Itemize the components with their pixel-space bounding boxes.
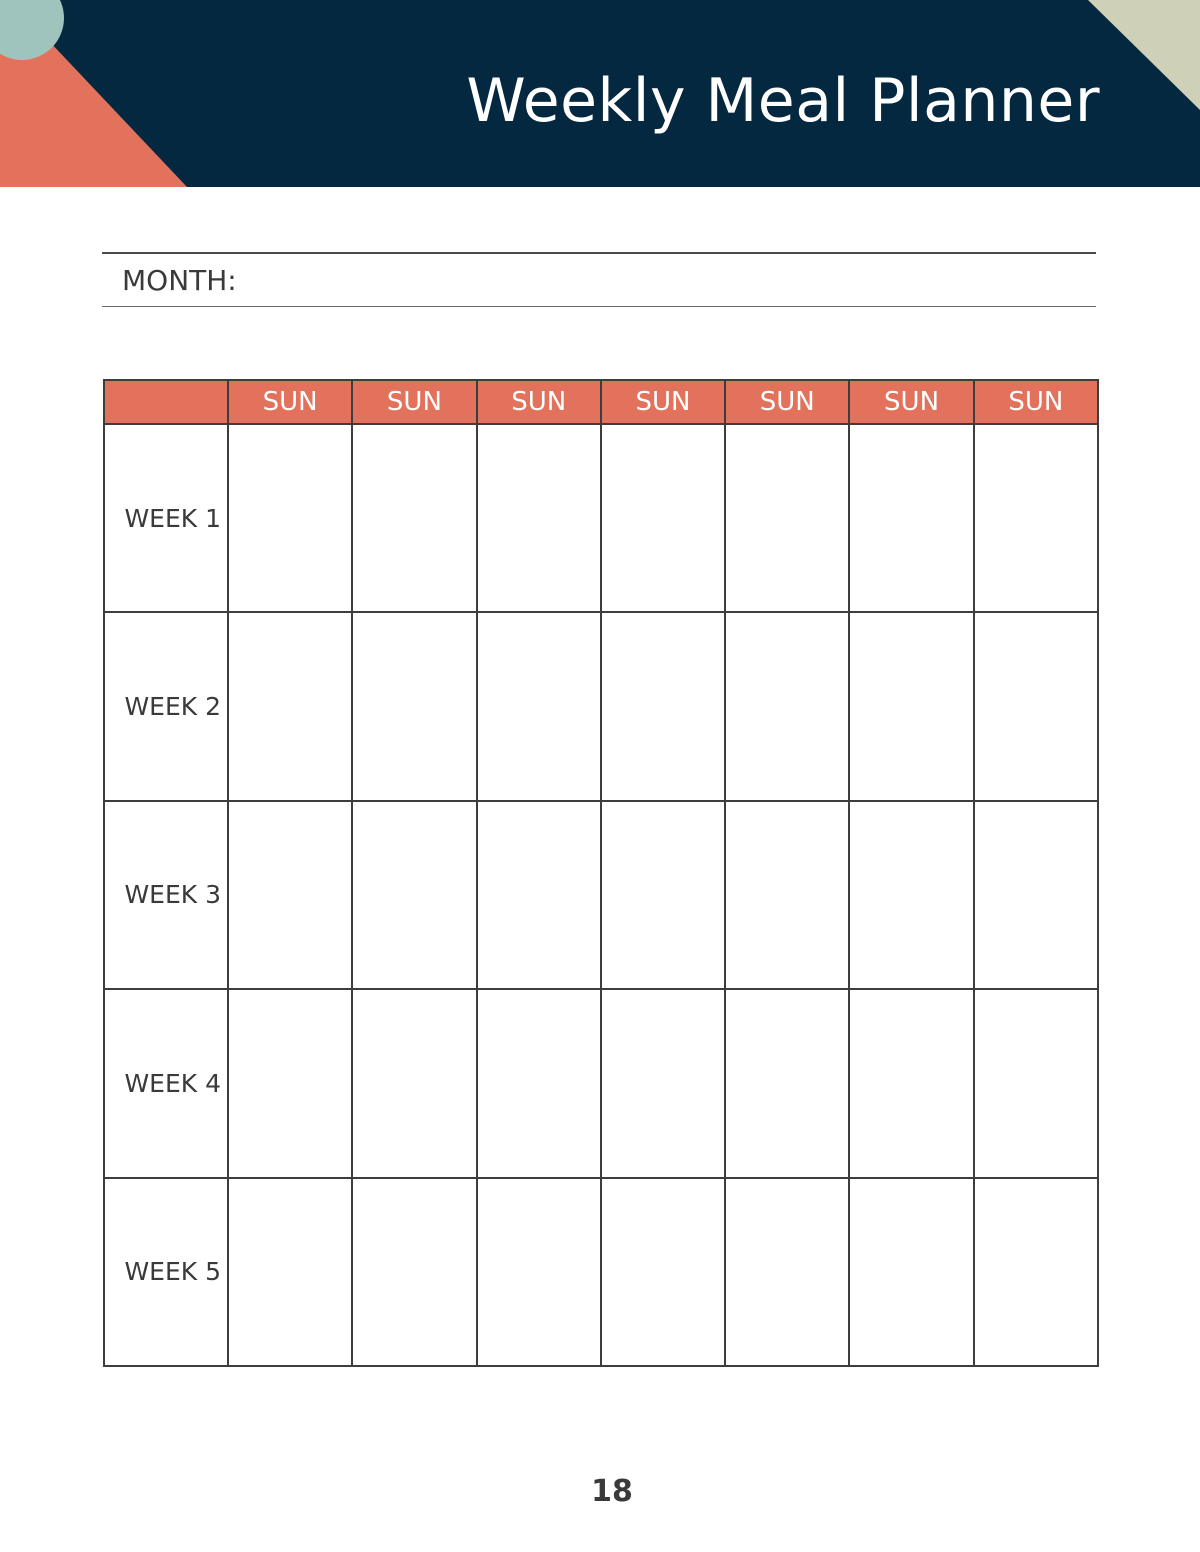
week-label: WEEK 1 [104,424,228,612]
meal-cell[interactable] [849,1178,973,1366]
meal-cell[interactable] [849,801,973,989]
week-row [104,989,1098,1177]
meal-cell[interactable] [352,989,476,1177]
meal-cell[interactable] [974,989,1098,1177]
meal-cell[interactable] [477,424,601,612]
meal-cell[interactable] [601,612,725,800]
meal-cell[interactable] [725,424,849,612]
week-label: WEEK 4 [104,989,228,1177]
meal-cell[interactable] [228,801,352,989]
meal-cell[interactable] [725,1178,849,1366]
day-header: SUN [601,380,725,424]
meal-cell[interactable] [974,424,1098,612]
day-header: SUN [477,380,601,424]
meal-cell[interactable] [477,1178,601,1366]
meal-cell[interactable] [725,989,849,1177]
meal-cell[interactable] [477,801,601,989]
day-header-row [104,380,1098,424]
meal-cell[interactable] [228,612,352,800]
month-label: MONTH: [122,264,237,297]
meal-cell[interactable] [725,612,849,800]
meal-cell[interactable] [601,801,725,989]
page-title: Weekly Meal Planner [466,66,1100,136]
day-header: SUN [849,380,973,424]
meal-cell[interactable] [601,424,725,612]
week-row [104,801,1098,989]
week-label: WEEK 5 [104,1178,228,1366]
meal-cell[interactable] [974,1178,1098,1366]
meal-cell[interactable] [228,424,352,612]
meal-cell[interactable] [228,1178,352,1366]
meal-cell[interactable] [601,1178,725,1366]
page-number: 18 [591,1474,633,1509]
meal-cell[interactable] [849,612,973,800]
meal-cell[interactable] [352,424,476,612]
day-header: SUN [352,380,476,424]
meal-cell[interactable] [228,989,352,1177]
week-label: WEEK 3 [104,801,228,989]
meal-cell[interactable] [477,989,601,1177]
corner-cell [104,380,228,424]
meal-cell[interactable] [849,424,973,612]
day-header: SUN [228,380,352,424]
month-field[interactable] [102,252,1096,307]
meal-cell[interactable] [849,989,973,1177]
meal-cell[interactable] [974,801,1098,989]
meal-cell[interactable] [974,612,1098,800]
meal-cell[interactable] [352,1178,476,1366]
week-row [104,612,1098,800]
meal-cell[interactable] [352,801,476,989]
meal-planner-grid [103,379,1099,1367]
meal-cell[interactable] [601,989,725,1177]
meal-cell[interactable] [352,612,476,800]
week-row [104,1178,1098,1366]
day-header: SUN [725,380,849,424]
week-label: WEEK 2 [104,612,228,800]
meal-cell[interactable] [477,612,601,800]
week-row [104,424,1098,612]
meal-cell[interactable] [725,801,849,989]
header-banner [0,0,1200,187]
day-header: SUN [974,380,1098,424]
